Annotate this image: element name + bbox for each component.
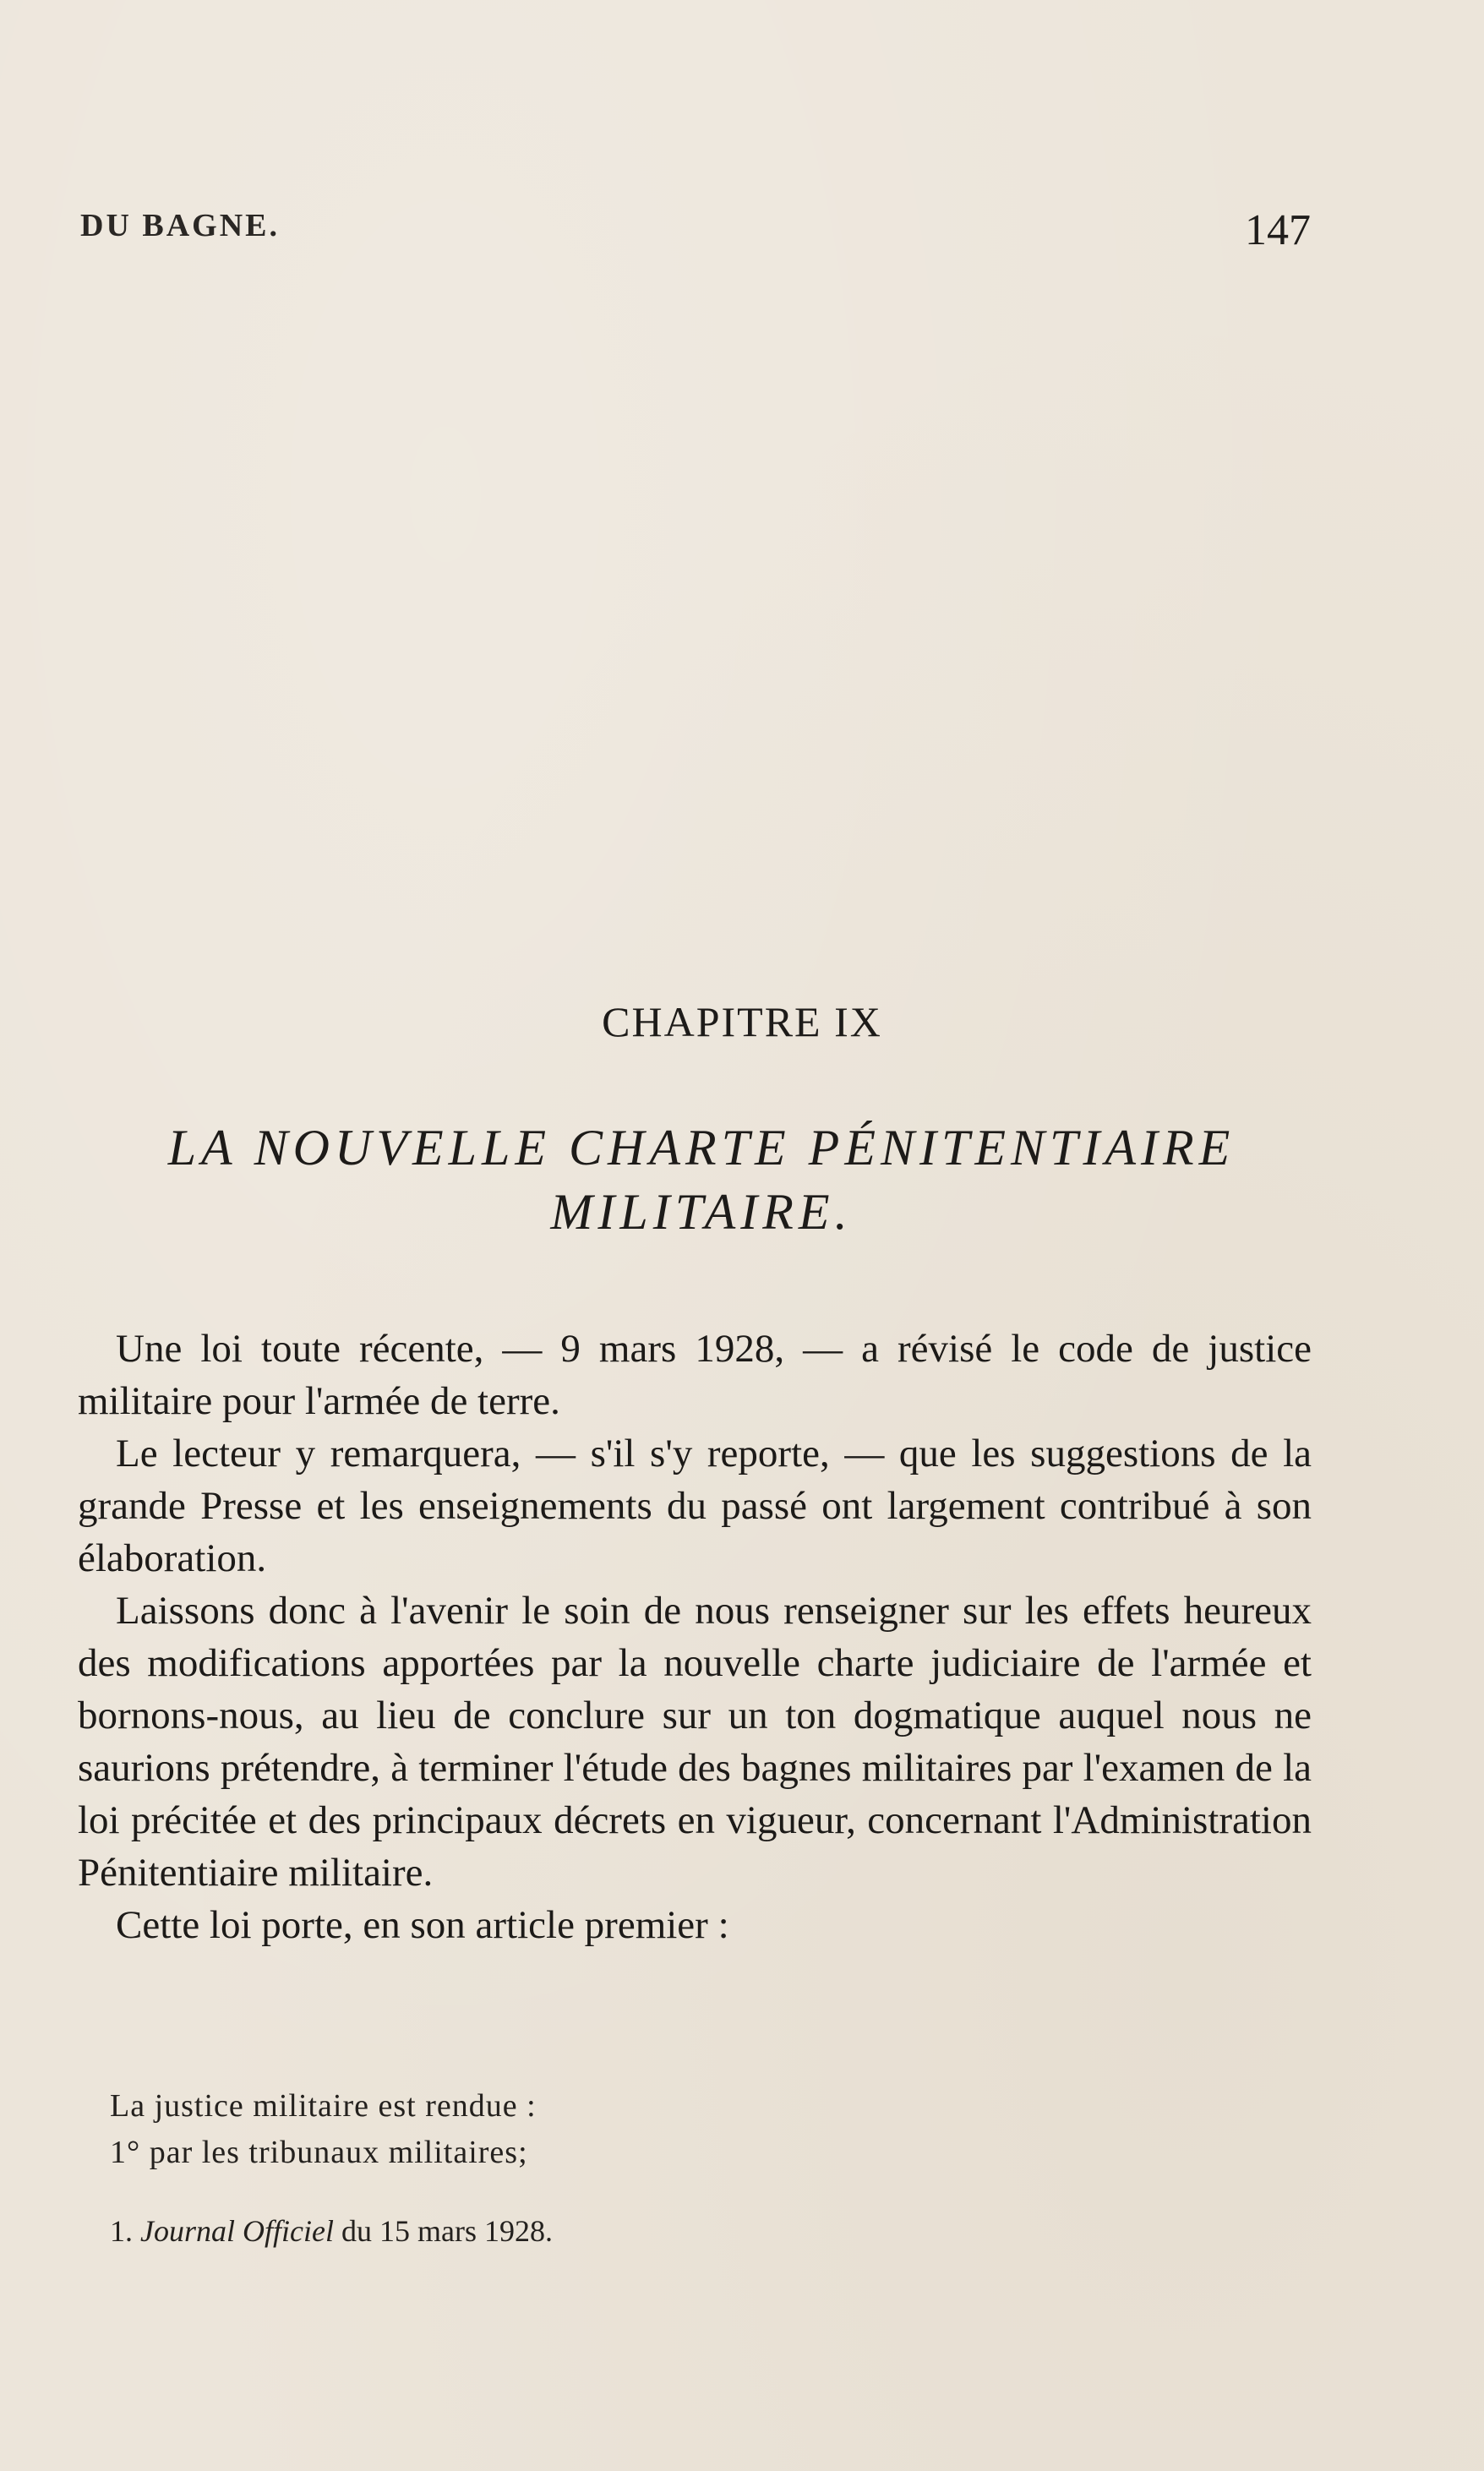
paragraph: Cette loi porte, en son article premier : bbox=[116, 1903, 729, 1947]
paragraph: Laissons donc à l'avenir le soin de nous renseigner sur les effets heureux des modifications apportées par la nouvelle charte judiciaire de l'armée et bornons-nous, au lieu de conclure sur un ton dogmatique auquel nous ne saurions prétendre, à terminer l'étude des bagnes militaires par l'examen de la loi précitée et des principaux décrets en vigueur, concernant l'Administration Pénitentiaire militaire. bbox=[78, 1589, 1312, 1895]
running-head: DU BAGNE. bbox=[80, 208, 281, 243]
chapter-title-line-2: MILITAIRE. bbox=[550, 1184, 853, 1240]
chapter-title-line-1: LA NOUVELLE CHARTE PÉNITENTIAIRE bbox=[167, 1120, 1236, 1175]
quoted-law-text bbox=[110, 2083, 1310, 2176]
chapter-number: CHAPITRE IX bbox=[602, 998, 882, 1045]
quote-line-1: La justice militaire est rendue : bbox=[110, 2088, 537, 2124]
footnote-source: Journal Officiel bbox=[140, 2214, 334, 2248]
footnote-number: 1. bbox=[110, 2214, 133, 2248]
body-text bbox=[78, 1323, 1312, 1951]
chapter-title bbox=[80, 1115, 1323, 1244]
footnote-text: du 15 mars 1928. bbox=[333, 2214, 553, 2248]
page-number: 147 bbox=[1245, 206, 1311, 254]
footnote bbox=[110, 2210, 1310, 2252]
paragraph: Le lecteur y remarquera, — s'il s'y reporte, — que les suggestions de la grande Presse et les enseignements du passé ont largement contribué à son élaboration. bbox=[78, 1432, 1312, 1580]
paragraph: Une loi toute récente, — 9 mars 1928, — a révisé le code de justice militaire pour l'armée de terre. bbox=[78, 1327, 1312, 1423]
quote-line-2: 1° par les tribunaux militaires; bbox=[110, 2135, 528, 2170]
